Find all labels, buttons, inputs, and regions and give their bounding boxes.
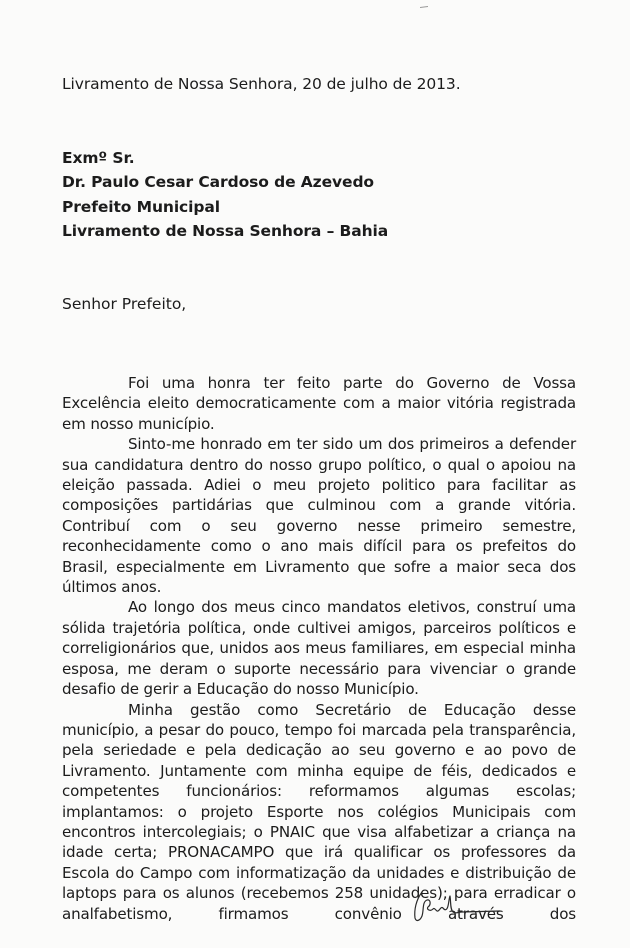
recipient-block: [62, 146, 388, 243]
salutation: Senhor Prefeito,: [62, 295, 187, 313]
recipient-position: Prefeito Municipal: [62, 197, 220, 216]
paragraph: Ao longo dos meus cinco mandatos eletivos, construí uma sólida trajetória política, onde cultivei amigos, parceiros políticos e correligionários que, unidos aos meus familiares, em especial minha esposa, me deram o suporte necessário para vivenciar o grande desafio de gerir a Educação do nosso Município.: [62, 598, 576, 699]
scan-mark-icon: [420, 6, 428, 8]
paragraph: Foi uma honra ter feito parte do Governo de Vossa Excelência eleito democraticamente com a maior vitória registrada em nosso município.: [62, 374, 576, 433]
signature-icon: [400, 888, 510, 928]
recipient-title: Exmº Sr.: [62, 149, 135, 167]
paragraph: Minha gestão como Secretário de Educação desse município, a pesar do pouco, tempo foi marcada pela transparência, pela seriedade e pela dedicação ao seu governo e ao povo de Livramento. Juntamente com minha equipe de féis, dedicados e competentes funcionários: reformamos algumas escolas; implantamos: o projeto Esporte nos colégios Municipais com encontros intercolegiais; o PNAIC que visa alfabetizar a criança na idade certa; PRONACAMPO que irá qualificar os professores da Escola do Campo com informatização da unidades e distribuição de laptops para os alunos (recebemos 258 unidades); para erradicar o analfabetismo, firmamos convênio através dos: [62, 700, 576, 923]
letter-body: [62, 373, 576, 924]
date-line: Livramento de Nossa Senhora, 20 de julho de 2013.: [62, 75, 461, 93]
paragraph: Sinto-me honrado em ter sido um dos primeiros a defender sua candidatura dentro do nosso grupo político, o qual o apoiou na eleição passada. Adiei o meu projeto politico para facilitar as composições partidárias que culminou com a grande vitória. Contribuí com o seu governo nesse primeiro semestre, reconhecidamente como o ano mais difícil para os prefeitos do Brasil, especialmente em Livramento que sofre a maior seca dos últimos anos.: [62, 435, 576, 597]
recipient-name: Dr. Paulo Cesar Cardoso de Azevedo: [62, 173, 374, 192]
recipient-location: Livramento de Nossa Senhora – Bahia: [62, 221, 389, 240]
